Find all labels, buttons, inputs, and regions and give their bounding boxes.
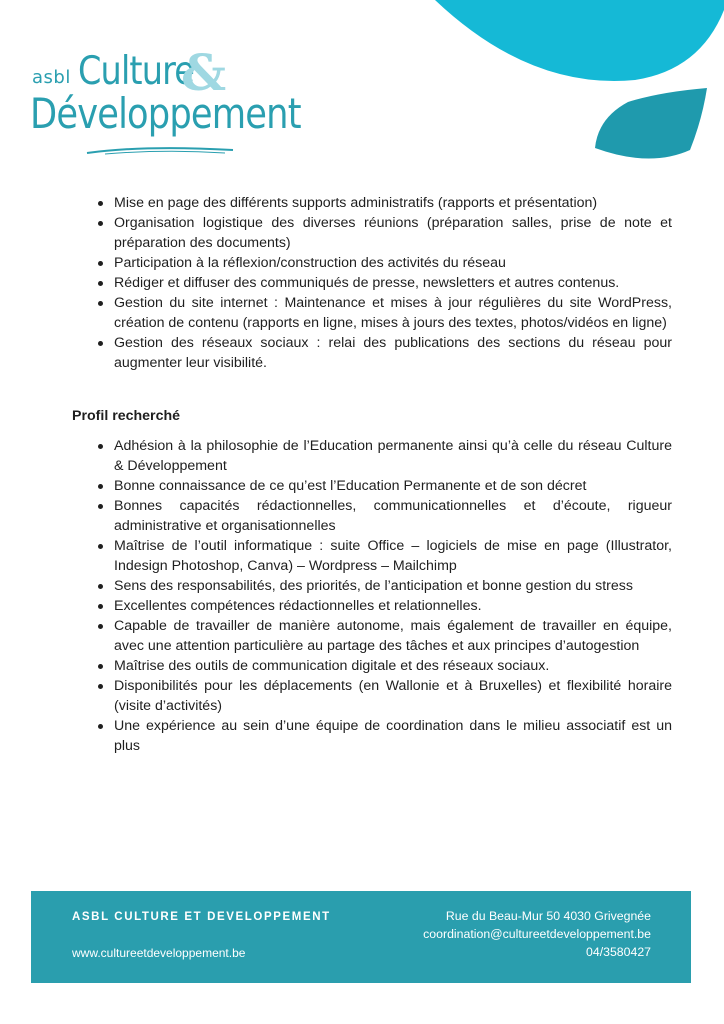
- organization-logo: [30, 45, 310, 160]
- list-item: Maîtrise de l’outil informatique : suite Office – logiciels de mise en page (Illustrator, Indesign Photoshop, Canva) – Wordpress – Mailchimp: [72, 536, 672, 576]
- list-item: Adhésion à la philosophie de l’Education permanente ainsi qu’à celle du réseau Culture & Développement: [72, 436, 672, 476]
- list-item: Participation à la réflexion/construction des activités du réseau: [72, 253, 672, 273]
- list-item: Rédiger et diffuser des communiqués de presse, newsletters et autres contenus.: [72, 273, 672, 293]
- list-item: Disponibilités pour les déplacements (en Wallonie et à Bruxelles) et flexibilité horaire (visite d’activités): [72, 676, 672, 716]
- footer-phone: 04/3580427: [586, 945, 651, 959]
- footer-organization-name: ASBL CULTURE ET DEVELOPPEMENT: [72, 911, 331, 923]
- list-item: Une expérience au sein d’une équipe de coordination dans le milieu associatif est un plus: [72, 716, 672, 756]
- profile-list: [72, 436, 672, 756]
- job-description-content: [72, 193, 672, 756]
- list-item: Capable de travailler de manière autonome, mais également de travailler en équipe, avec une attention particulière au partage des tâches et aux principes d’autogestion: [72, 616, 672, 656]
- footer-contact-block: [423, 907, 651, 961]
- list-item: Organisation logistique des diverses réunions (préparation salles, prise de note et préparation des documents): [72, 213, 672, 253]
- tasks-list: [72, 193, 672, 373]
- profile-section-title: Profil recherché: [72, 408, 181, 424]
- footer-banner: [31, 891, 691, 983]
- logo-culture-text: Culture: [78, 49, 195, 94]
- list-item: Gestion des réseaux sociaux : relai des publications des sections du réseau pour augmenter leur visibilité.: [72, 333, 672, 373]
- list-item: Maîtrise des outils de communication digitale et des réseaux sociaux.: [72, 656, 672, 676]
- list-item: Bonnes capacités rédactionnelles, communicationnelles et d’écoute, rigueur administrative et organisationnelles: [72, 496, 672, 536]
- logo-swash-icon: [85, 143, 235, 157]
- logo-developpement-text: Développement: [30, 89, 301, 138]
- footer-website-link[interactable]: www.cultureetdeveloppement.be: [72, 946, 246, 960]
- list-item: Gestion du site internet : Maintenance et mises à jour régulières du site WordPress, création de contenu (rapports en ligne, mises à jours des textes, photos/vidéos en ligne): [72, 293, 672, 333]
- footer-email-link[interactable]: coordination@cultureetdeveloppement.be: [423, 927, 651, 941]
- teal-leaf-shape: [595, 88, 707, 159]
- list-item: Bonne connaissance de ce qu’est l’Education Permanente et de son décret: [72, 476, 672, 496]
- list-item: Sens des responsabilités, des priorités, de l’anticipation et bonne gestion du stress: [72, 576, 672, 596]
- logo-ampersand: &: [181, 43, 227, 102]
- light-blue-leaf-shape: [435, 0, 724, 81]
- list-item: Excellentes compétences rédactionnelles et relationnelles.: [72, 596, 672, 616]
- logo-asbl-text: asbl: [32, 67, 71, 88]
- footer-address: Rue du Beau-Mur 50 4030 Grivegnée: [445, 909, 651, 923]
- list-item: Mise en page des différents supports administratifs (rapports et présentation): [72, 193, 672, 213]
